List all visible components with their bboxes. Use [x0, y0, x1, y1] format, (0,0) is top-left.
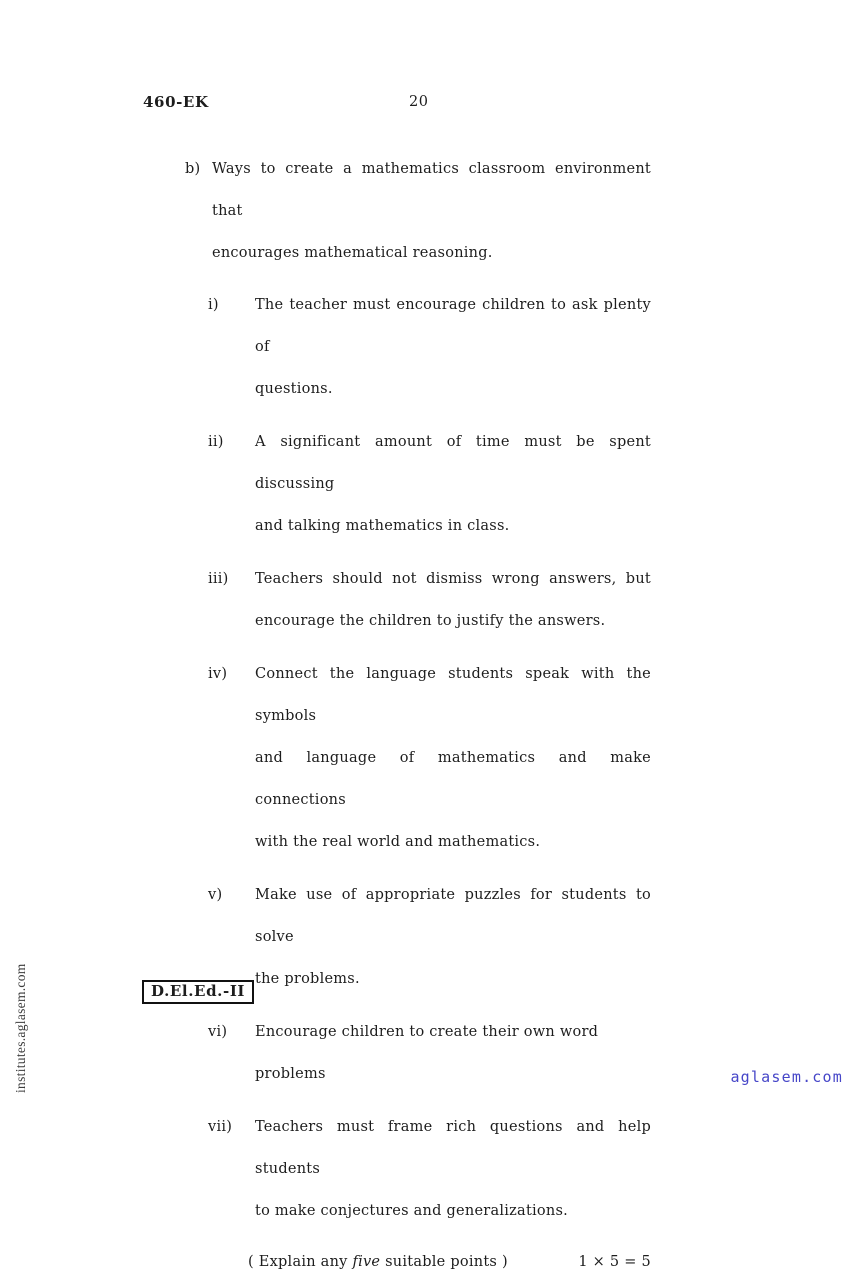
point-text	[255, 1106, 651, 1232]
question-b-line: Ways to create a mathematics classroom environment that	[212, 161, 651, 219]
answer-point-vii	[208, 1106, 651, 1232]
point-text	[255, 653, 651, 863]
point-line: with the real world and mathematics.	[255, 834, 541, 850]
question-b-text	[212, 148, 651, 274]
explain-note-row	[208, 1241, 651, 1283]
point-number: vi)	[208, 1024, 228, 1040]
point-number: v)	[208, 887, 223, 903]
point-line: the problems.	[255, 971, 360, 987]
point-text	[255, 284, 651, 410]
question-b-stem	[185, 148, 651, 274]
point-number: i)	[208, 297, 219, 313]
course-code-box: D.El.Ed.-II	[142, 980, 254, 1004]
answer-points-list	[208, 284, 651, 1283]
point-line: Connect the language students speak with the symbols	[255, 666, 651, 724]
point-text	[255, 1011, 651, 1095]
point-text	[255, 874, 651, 1000]
right-watermark: aglasem.com	[730, 1068, 843, 1086]
point-line: to make conjectures and generalizations.	[255, 1203, 569, 1219]
point-line: A significant amount of time must be spent discussing	[255, 434, 651, 492]
answer-point-i	[208, 284, 651, 410]
question-b-label: b)	[185, 161, 201, 177]
explain-note	[248, 1241, 508, 1283]
point-line: and talking mathematics in class.	[255, 518, 510, 534]
answer-point-v	[208, 874, 651, 1000]
document-code: 460-EK	[143, 93, 209, 111]
point-text	[255, 421, 651, 547]
explain-note-suffix: suitable points )	[380, 1254, 508, 1270]
point-line: questions.	[255, 381, 333, 397]
point-number: vii)	[208, 1119, 233, 1135]
point-line: Teachers must frame rich questions and help students	[255, 1119, 651, 1177]
page-number: 20	[409, 94, 429, 110]
marks-scheme: 1 × 5 = 5	[578, 1254, 651, 1270]
answer-point-ii	[208, 421, 651, 547]
answer-point-iv	[208, 653, 651, 863]
point-line: and language of mathematics and make connections	[255, 750, 651, 808]
point-line: encourage the children to justify the answers.	[255, 613, 606, 629]
point-line: The teacher must encourage children to ask plenty of	[255, 297, 651, 355]
answer-point-vi	[208, 1011, 651, 1095]
point-text	[255, 558, 651, 642]
left-watermark: institutes.aglasem.com	[13, 963, 28, 1093]
point-number: iv)	[208, 666, 228, 682]
explain-note-italic-word: five	[352, 1254, 381, 1270]
explain-note-prefix: ( Explain any	[248, 1254, 353, 1270]
question-b-line: encourages mathematical reasoning.	[212, 245, 493, 261]
point-line: Encourage children to create their own word problems	[255, 1024, 599, 1082]
point-number: iii)	[208, 571, 229, 587]
point-number: ii)	[208, 434, 224, 450]
question-b-block	[185, 148, 651, 1283]
point-line: Teachers should not dismiss wrong answers, but	[255, 571, 651, 587]
point-line: Make use of appropriate puzzles for students to solve	[255, 887, 651, 945]
answer-point-iii	[208, 558, 651, 642]
